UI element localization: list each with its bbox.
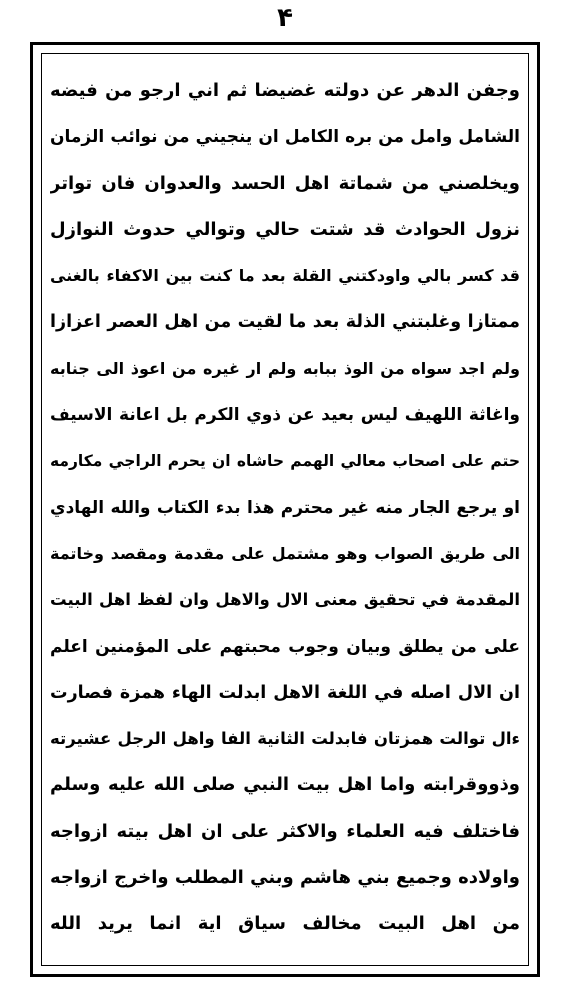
text-line: ولم اجد سواه من الوذ ببابه ولم ار غيره من اعوذ الى جنابه bbox=[50, 358, 520, 378]
text-line: من اهل البيت مخالف سياق اية انما يريد الله bbox=[50, 913, 520, 935]
text-line: او يرجع الجار منه غير محترم هذا بدء الكتاب والله الهادي bbox=[50, 497, 520, 518]
text-line: نزول الحوادث قد شتت حالي وتوالي حدوث النوازل bbox=[50, 218, 520, 240]
text-line: ان الال اصله في اللغة الاهل ابدلت الهاء همزة فصارت bbox=[50, 682, 520, 703]
text-line: وجفن الدهر عن دولته غضيضا ثم اني ارجو من فيضه bbox=[50, 80, 520, 101]
text-line: وذووقرابته واما اهل بيت النبي صلى الله عليه وسلم bbox=[50, 774, 520, 796]
text-line: حتم على اصحاب معالي الهمم حاشاه ان يحرم الراجي مكارمه bbox=[50, 452, 520, 471]
text-line: الى طريق الصواب وهو مشتمل على مقدمة ومقصد وخاتمة bbox=[50, 543, 520, 563]
text-body bbox=[50, 68, 520, 948]
text-line: ءال توالت همزتان فابدلت الثانية الفا واهل الرجل عشيرته bbox=[50, 729, 520, 749]
text-line: فاختلف فيه العلماء والاكثر على ان اهل بيته ازواجه bbox=[50, 820, 520, 842]
text-line: ممتازا وغلبتني الذلة بعد ما لقيت من اهل العصر اعزازا bbox=[50, 312, 520, 333]
page-number: ۴ bbox=[277, 3, 293, 33]
text-line: على من يطلق وبيان وجوب محبتهم على المؤمنين اعلم bbox=[50, 636, 520, 657]
text-line: واغاثة اللهيف ليس بعيد عن ذوي الكرم بل اعانة الاسيف bbox=[50, 405, 520, 426]
text-line: ويخلصني من شماتة اهل الحسد والعدوان فان تواتر bbox=[50, 172, 520, 194]
text-line: واولاده وجميع بني هاشم وبني المطلب واخرج ازواجه bbox=[50, 867, 520, 889]
text-line: الشامل وامل من بره الكامل ان ينجيني من نوائب الزمان bbox=[50, 127, 520, 148]
page-border-inner bbox=[41, 53, 529, 966]
page-border-outer bbox=[30, 42, 540, 977]
text-line: قد كسر بالي واودكتني القلة بعد ما كنت بين الاكفاء بالغنى bbox=[50, 266, 520, 286]
text-line: المقدمة في تحقيق معنى الال والاهل وان لفظ اهل البيت bbox=[50, 590, 520, 610]
